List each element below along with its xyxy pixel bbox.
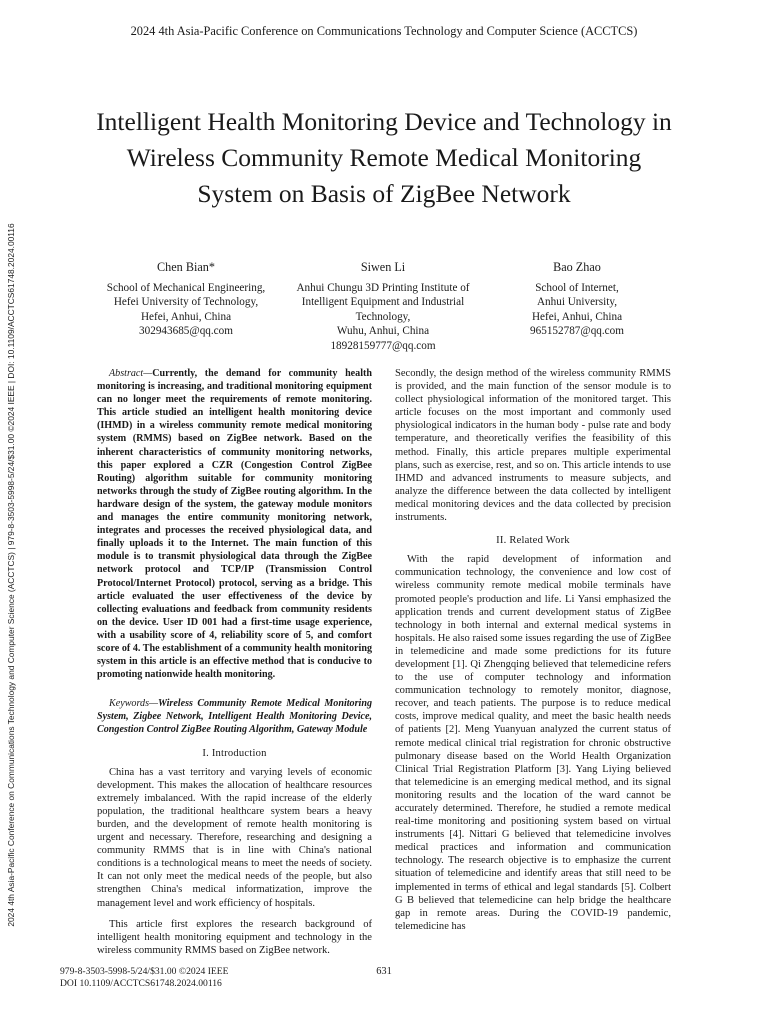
abstract xyxy=(97,367,372,681)
author-email[interactable]: 18928159777@qq.com xyxy=(330,339,436,352)
author-email[interactable]: 965152787@qq.com xyxy=(530,325,624,338)
keywords xyxy=(97,697,372,736)
abstract-text: Currently, the demand for community health monitoring is increasing, and traditional monitoring equipment can no longer meet the requirements of remote monitoring. This article studied an intelligent health monitoring device (IHMD) in a wireless community remote medical monitoring system (RMMS) based on ZigBee network. Based on the inherent characteristics of community monitoring networks, this paper explored a CZR (Congestion Control ZigBee Routing) algorithm suitable for community monitoring networks through the study of ZigBee routing algorithm. In the hardware design of the system, the gateway module monitors and manages the entire community monitoring network, integrates and processes the received physiological data, and finally uploads it to the Internet. The main function of this module is to transmit physiological data through the ZigBee network protocol and TCP/IP (Transmission Control Protocol/Internet Protocol) protocol, serving as a bridge. This article evaluated the user effectiveness of the device by collecting evaluations and feedback from community residents on the device. User ID 001 had a first-time usage experience, with a usability score of 4, reliability score of 5, and comfort score of 4. The establishment of a community health monitoring system in this article is an effective method that is conducive to promoting nationwide health monitoring. xyxy=(97,368,372,681)
keywords-lead: Keywords— xyxy=(109,698,158,710)
author-name: Bao Zhao xyxy=(553,260,601,274)
related-work-paragraph: With the rapid development of information and communication technology, the convenience and low cost of wireless community remote medical mobile terminals have promoted people's production and life. Li Yansi emphasized the application trends and current development status of ZigBee technology in both internal and external medical systems in hospitals. He also raised some issues regarding the use of ZigBee in telemedicine and made some predictions for its future development [1]. Qi Zhengqing believed that telemedicine refers to the use of computer technology and information communication technology to remotely monitor, diagnose, recover, and teach patients. The purpose is to reduce medical costs, improve medical quality, and meet the basic health needs of patients [2]. Meng Yuanyuan analyzed the current status of remote medical clinical trial registration for chronic obstructive pulmonary disease based on the World Health Organization Clinical Trial Registration Platform [3]. Yang Liying believed that telemedicine is an emerging medical method, and its signal monitoring results and the location of the ward cannot be accurately determined. Therefore, he studied a remote medical real-time monitoring and positioning system based on virtual instruments [4]. Nittari G believed that telemedicine involves medical practices and information and communication technology. The research objective is to emphasize the current situation of telemedicine and identify areas that still need to be implemented in terms of ethical and legal standards [5]. Colbert G B believed that telemedicine can help bridge the healthcare gap in remote areas. During the COVID-19 pandemic, telemedicine has xyxy=(395,554,671,932)
author-affiliation-line: Anhui University, xyxy=(536,296,618,309)
section-heading-related-work: II. Related Work xyxy=(496,535,570,547)
author-affiliation-line: Hefei, Anhui, China xyxy=(140,310,232,323)
author-affiliation-line: Hefei, Anhui, China xyxy=(531,310,623,323)
intro-continuation-paragraph: Secondly, the design method of the wireless community RMMS is provided, and the main function of the sensor module is to collect physiological information of the monitored target. This article focuses on the most important and commonly used physiological indicators in the human body - pulse rate and body temperature, and theoretically verifies the feasibility of this method. Finally, this article prepares multiple experimental plans, such as exercise, rest, and so on. This article intends to use IHMD and advanced instruments to measure subjects, and analyze the difference between the data collected by intelligent medical monitoring devices and the data collected by precision instruments. xyxy=(395,368,671,524)
side-doi-note: 2024 4th Asia-Pacific Conference on Communications Technology and Computer Science (ACCTCS) | 979-8-3503-5998-5/24/$31.00 ©2024 IEEE | DOI: 10.1109/ACCTCS61748.2024.00116 xyxy=(6,223,16,927)
author-3 xyxy=(500,260,654,339)
author-1 xyxy=(100,260,272,339)
section-heading-introduction: I. Introduction xyxy=(202,747,267,759)
author-affiliation-line: School of Internet, xyxy=(535,281,619,294)
left-column xyxy=(97,367,372,965)
author-name: Siwen Li xyxy=(360,260,406,274)
keywords-text: Wireless Community Remote Medical Monitoring System, Zigbee Network, Intelligent Health Monitoring Device, Congestion Control ZigBee Routing Algorithm, Gateway Module xyxy=(97,698,372,736)
author-affiliation-line: School of Mechanical Engineering, xyxy=(106,281,266,294)
footer-doi: DOI 10.1109/ACCTCS61748.2024.00116 xyxy=(60,977,222,989)
author-affiliation-line: Wuhu, Anhui, China xyxy=(336,325,430,338)
author-affiliation-line: Anhui Chungu 3D Printing Institute of xyxy=(296,281,470,294)
author-affiliation-line: Intelligent Equipment and Industrial xyxy=(301,296,465,309)
right-column xyxy=(395,367,671,941)
author-name: Chen Bian* xyxy=(157,260,215,274)
intro-paragraph: This article first explores the research background of intelligent health monitoring equipment and technology in the wireless community RMMS based on ZigBee network. xyxy=(97,918,372,956)
author-2 xyxy=(285,260,481,354)
author-affiliation-line: Technology, xyxy=(355,310,411,323)
abstract-lead: Abstract— xyxy=(109,368,153,379)
intro-paragraph: China has a vast territory and varying levels of economic development. This makes the allocation of healthcare resources extremely imbalanced. With the rapid increase of the elderly population, the traditional healthcare system bears a heavy burden, and the development of remote health monitoring is urgent and necessary. Therefore, researching and designing a community RMMS that is in line with China's national conditions is a technological means to meet the needs of society. It can not only meet the medical needs of the people, but also strengthen China's medical informatization, improve the management level and work efficiency of hospitals. xyxy=(97,766,372,909)
conference-header: 2024 4th Asia-Pacific Conference on Communications Technology and Computer Science (ACCTCS) xyxy=(130,24,638,38)
paper-title: Intelligent Health Monitoring Device and Technology in Wireless Community Remote Medical Monitoring System on Basis of ZigBee Network xyxy=(96,107,672,208)
page-number: 631 xyxy=(376,966,392,977)
author-affiliation-line: Hefei University of Technology, xyxy=(113,296,259,309)
footer-isbn: 979-8-3503-5998-5/24/$31.00 ©2024 IEEE xyxy=(60,966,229,977)
author-email[interactable]: 302943685@qq.com xyxy=(139,325,233,338)
